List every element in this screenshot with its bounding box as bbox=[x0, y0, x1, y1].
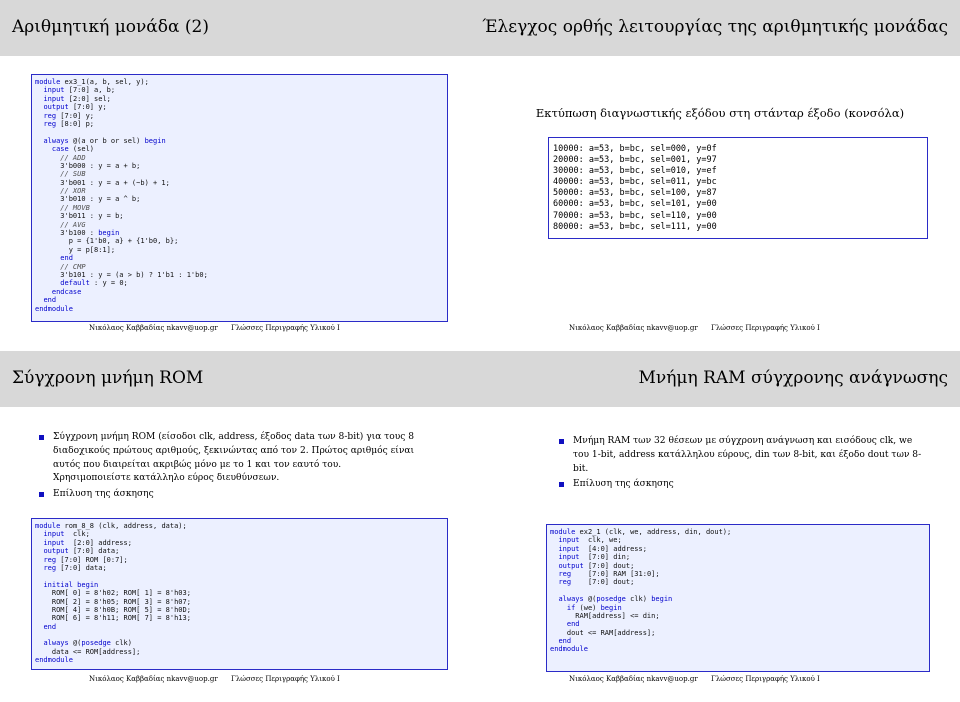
code-line: end bbox=[43, 296, 57, 305]
code-line: p = {1'b0, a} + {1'b0, b}; bbox=[35, 237, 179, 246]
console-line: 80000: a=53, b=bc, sel=111, y=00 bbox=[553, 221, 717, 232]
code-line: end bbox=[558, 637, 572, 646]
code-line: endmodule bbox=[35, 304, 73, 313]
code-line: input [2:0] address; bbox=[43, 538, 132, 547]
console-line: 70000: a=53, b=bc, sel=110, y=00 bbox=[553, 210, 717, 221]
code-line: output [7:0] dout; bbox=[558, 561, 635, 570]
slide-alu bbox=[0, 0, 480, 351]
slide-title: Μνήμη RAM σύγχρονης ανάγνωσης bbox=[638, 368, 948, 388]
console-line: 20000: a=53, b=bc, sel=001, y=97 bbox=[553, 155, 717, 166]
code-line bbox=[35, 631, 447, 639]
code-line: // MOVB bbox=[35, 203, 90, 212]
bullet-list bbox=[35, 431, 415, 504]
code-line: end bbox=[60, 254, 73, 263]
code-line: reg [7:0] data; bbox=[43, 563, 107, 572]
code-line: // ADD bbox=[35, 153, 86, 162]
code-line: output [7:0] data; bbox=[43, 547, 120, 556]
code-line: endmodule bbox=[550, 645, 588, 654]
bullet-text: Σύγχρονη μνήμη ROM (είσοδοι clk, address, έξοδος data των 8-bit) για τους 8 διαδοχικούς πρώτους αριθμούς, ξεκινώντας από τον 2. Πρώτος αριθμός είναι αυτός που διαιρείται ακριβώς μόνο με το 1 και τον εαυτό του. Χρησιμοποιείστε κατάλληλο εύρος διευθύνσεων. bbox=[53, 432, 415, 484]
slide-ram bbox=[480, 351, 960, 702]
slide-title: Αριθμητική μονάδα (2) bbox=[12, 17, 209, 37]
code-line: y = p[8:1]; bbox=[35, 245, 116, 254]
bullet-square-icon bbox=[39, 435, 44, 440]
bullet-square-icon bbox=[559, 439, 564, 444]
bullet-item bbox=[35, 488, 415, 502]
code-line: input [4:0] address; bbox=[558, 544, 647, 553]
code-line: 3'b101 : y = (a > b) ? 1'b1 : 1'b0; bbox=[35, 270, 208, 279]
code-line bbox=[550, 587, 929, 595]
footer-author: Νικόλαος Καββαδίας nkavv@uop.gr bbox=[89, 324, 218, 332]
code-line bbox=[35, 128, 447, 136]
code-line: output [7:0] y; bbox=[43, 103, 107, 112]
slide-title-bar bbox=[480, 0, 960, 56]
code-line: initial begin bbox=[43, 580, 99, 589]
code-line: 3'b001 : y = a + (~b) + 1; bbox=[35, 178, 170, 187]
code-line: reg [7:0] y; bbox=[43, 111, 95, 120]
code-line: always @(posedge clk) bbox=[43, 639, 132, 648]
code-line: input [2:0] sel; bbox=[43, 94, 111, 103]
code-line: module ex2_1 (clk, we, address, din, dout); bbox=[550, 528, 732, 536]
code-line: ROM[ 0] = 8'h02; ROM[ 1] = 8'h03; bbox=[35, 589, 191, 598]
console-line: 60000: a=53, b=bc, sel=101, y=00 bbox=[553, 199, 717, 210]
bullet-text: Μνήμη RAM των 32 θέσεων με σύγχρονη ανάγνωση και εισόδους clk, we του 1-bit, address κατάλληλου εύρους, din των 8-bit, και έξοδο dout των 8-bit. bbox=[573, 436, 922, 474]
code-line: 3'b100 : begin bbox=[35, 229, 120, 238]
console-line: 50000: a=53, b=bc, sel=100, y=87 bbox=[553, 188, 717, 199]
code-line: default : y = 0; bbox=[60, 279, 128, 288]
code-listing bbox=[31, 518, 448, 670]
bullet-item bbox=[555, 478, 930, 492]
code-line: input clk, we; bbox=[558, 536, 622, 545]
footer-author: Νικόλαος Καββαδίας nkavv@uop.gr bbox=[569, 324, 698, 332]
slide-title-bar bbox=[0, 351, 480, 407]
slide-title-bar bbox=[480, 351, 960, 407]
bullet-item bbox=[555, 435, 930, 476]
code-listing bbox=[546, 524, 930, 672]
code-line: endmodule bbox=[35, 656, 73, 665]
bullet-item bbox=[35, 431, 415, 486]
slide-title: Σύγχρονη μνήμη ROM bbox=[12, 368, 204, 388]
code-line: reg [8:0] p; bbox=[43, 119, 95, 128]
code-line: end bbox=[566, 620, 580, 629]
code-line: reg [7:0] dout; bbox=[558, 578, 635, 587]
code-line: // XOR bbox=[35, 187, 86, 196]
code-line: 3'b011 : y = b; bbox=[35, 212, 124, 221]
footer-author: Νικόλαος Καββαδίας nkavv@uop.gr bbox=[569, 675, 698, 683]
code-line: if (we) begin bbox=[566, 603, 622, 612]
code-line: // CMP bbox=[35, 262, 86, 271]
code-line: case (sel) bbox=[51, 145, 95, 154]
code-listing bbox=[31, 74, 448, 322]
code-line: end bbox=[43, 622, 57, 631]
code-line: reg [7:0] RAM [31:0]; bbox=[558, 569, 660, 578]
code-line: RAM[address] <= din; bbox=[550, 611, 660, 620]
code-line: module ex3_1(a, b, sel, y); bbox=[35, 78, 149, 86]
code-line: module rom_8_8 (clk, address, data); bbox=[35, 522, 187, 530]
code-line bbox=[35, 572, 447, 580]
code-line: input [7:0] a, b; bbox=[43, 86, 116, 95]
console-subheading: Εκτύπωση διαγνωστικής εξόδου στη στάνταρ έξοδο (κονσόλα) bbox=[535, 106, 905, 120]
console-line: 30000: a=53, b=bc, sel=010, y=ef bbox=[553, 166, 717, 177]
code-line: ROM[ 4] = 8'h0B; ROM[ 5] = 8'h0D; bbox=[35, 605, 191, 614]
bullet-square-icon bbox=[559, 482, 564, 487]
code-line: dout <= RAM[address]; bbox=[550, 628, 656, 637]
slide-title: Έλεγχος ορθής λειτουργίας της αριθμητικής μονάδας bbox=[482, 17, 948, 37]
footer-course: Γλώσσες Περιγραφής Υλικού Ι bbox=[711, 324, 820, 332]
code-line: input clk; bbox=[43, 530, 90, 539]
code-line: 3'b010 : y = a ^ b; bbox=[35, 195, 141, 204]
code-line: endcase bbox=[51, 287, 82, 296]
code-line: data <= ROM[address]; bbox=[35, 647, 141, 656]
code-line: reg [7:0] ROM [0:7]; bbox=[43, 555, 128, 564]
slide-title-bar bbox=[0, 0, 480, 56]
code-line: input [7:0] din; bbox=[558, 553, 631, 562]
bullet-list bbox=[555, 435, 930, 494]
bullet-text: Επίλυση της άσκησης bbox=[53, 489, 154, 500]
code-line: 3'b000 : y = a + b; bbox=[35, 161, 141, 170]
bullet-text: Επίλυση της άσκησης bbox=[573, 479, 674, 490]
code-line: ROM[ 6] = 8'h11; ROM[ 7] = 8'h13; bbox=[35, 614, 191, 623]
footer-author: Νικόλαος Καββαδίας nkavv@uop.gr bbox=[89, 675, 218, 683]
bullet-square-icon bbox=[39, 492, 44, 497]
code-line: // SUB bbox=[35, 170, 86, 179]
footer-course: Γλώσσες Περιγραφής Υλικού Ι bbox=[231, 675, 340, 683]
console-output bbox=[548, 137, 928, 239]
console-line: 10000: a=53, b=bc, sel=000, y=0f bbox=[553, 144, 717, 154]
footer-course: Γλώσσες Περιγραφής Υλικού Ι bbox=[711, 675, 820, 683]
code-line: ROM[ 2] = 8'h05; ROM[ 3] = 8'h07; bbox=[35, 597, 191, 606]
console-line: 40000: a=53, b=bc, sel=011, y=bc bbox=[553, 177, 717, 188]
code-line: always @(posedge clk) begin bbox=[558, 595, 673, 604]
code-line: always @(a or b or sel) begin bbox=[43, 136, 166, 145]
footer-course: Γλώσσες Περιγραφής Υλικού Ι bbox=[231, 324, 340, 332]
slide-rom bbox=[0, 351, 480, 702]
slide-alu-test bbox=[480, 0, 960, 351]
code-line: // AVG bbox=[35, 220, 86, 229]
